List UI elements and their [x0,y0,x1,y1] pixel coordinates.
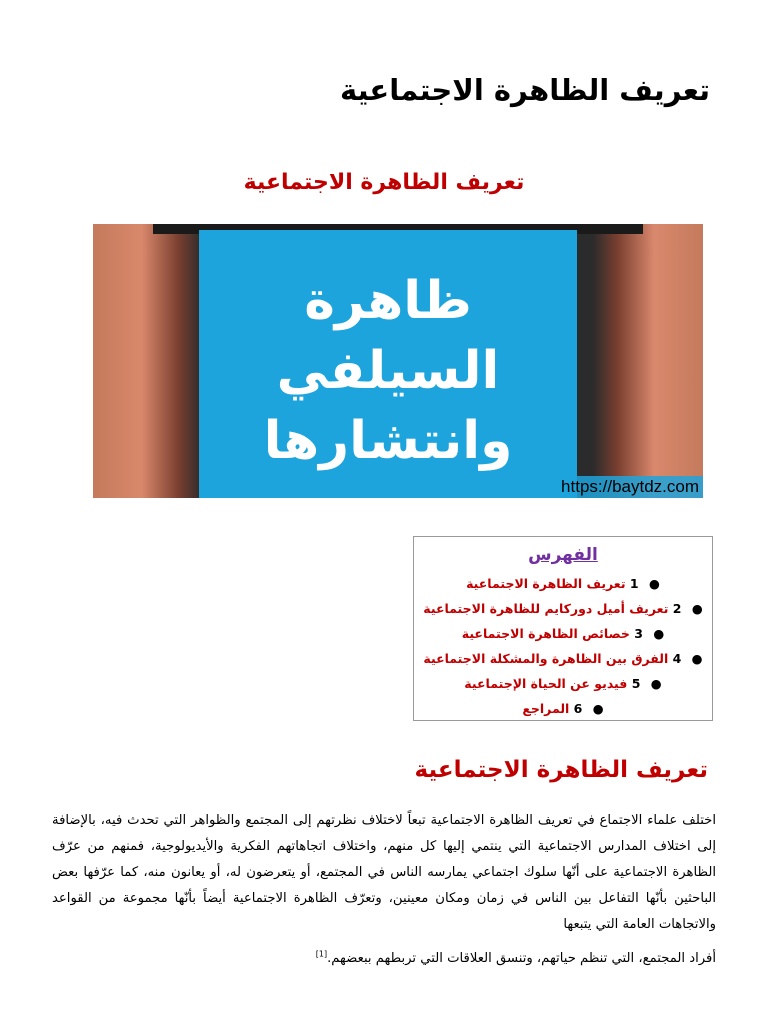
toc-item[interactable] [414,671,712,696]
toc-item-link[interactable]: المراجع [522,701,570,716]
footnote-ref[interactable]: [1] [315,949,328,959]
bullet-icon: ● [650,676,662,691]
toc-item-link[interactable]: الفرق بين الظاهرة والمشكلة الاجتماعية [423,651,669,666]
paragraph-text: اختلف علماء الاجتماع في تعريف الظاهرة الاجتماعية تبعاً لاختلاف نظرتهم إلى المجتمع والظواهر التي تحدث فيه، بالإضافة إلى اختلاف المدارس الاجتماعية التي ينتمي إليها كل منهم، واختلاف اتجاهاتهم الفكرية والأيديولوجية، فمنهم من عرّف الظاهرة الاجتماعية على أنّها سلوك اجتماعي يمارسه الناس في المجتمع، أو يتعرضون له، أو يعانون منه، كما عرّفها بعض الباحثين بأنّها التفاعل بين الناس في زمان ومكان معينين، وتعرّف الظاهرة الاجتماعية أيضاً بأنّها مجموعة من القواعد والاتجاهات العامة التي يتبعها [52,813,716,932]
toc-item-link[interactable]: فيديو عن الحياة الإجتماعية [464,676,628,691]
bullet-icon: ● [691,651,703,666]
toc-item-number: 3 [634,626,643,641]
toc-item-link[interactable]: تعريف أميل دوركايم للظاهرة الاجتماعية [423,601,669,616]
bullet-icon: ● [592,701,604,716]
toc-item[interactable] [414,571,712,596]
toc-item-number: 1 [629,576,639,591]
paragraph-last-text: أفراد المجتمع، التي تنظم حياتهم، وتنسق العلاقات التي تربطهم ببعضهم. [327,951,716,966]
page-subtitle: تعريف الظاهرة الاجتماعية [243,170,525,195]
toc-item-number: 5 [631,676,641,691]
screen-line-3: وانتشارها [263,411,513,471]
hero-image [93,224,703,498]
phone-screen [199,230,577,498]
toc-title: الفهرس [528,545,598,565]
bullet-icon: ● [648,576,660,591]
section-heading: تعريف الظاهرة الاجتماعية [414,757,708,783]
toc-item[interactable] [414,621,712,646]
bullet-icon: ● [691,601,703,616]
toc-item[interactable] [414,646,712,671]
toc-item[interactable] [414,596,712,621]
toc-item-number: 6 [573,701,583,716]
table-of-contents [413,536,713,721]
toc-item-link[interactable]: تعريف الظاهرة الاجتماعية [466,576,626,591]
bullet-icon: ● [653,626,665,641]
paragraph-last-line [52,946,716,972]
toc-item-number: 4 [672,651,682,666]
toc-item-number: 2 [672,601,682,616]
screen-line-2: السيلفي [276,341,500,401]
page-title: تعريف الظاهرة الاجتماعية [340,73,710,107]
toc-item-link[interactable]: خصائص الظاهرة الاجتماعية [461,626,630,641]
toc-item[interactable] [414,696,712,721]
image-watermark: https://baytdz.com [561,477,699,496]
screen-line-1: ظاهرة [304,271,472,331]
body-paragraph [52,808,716,972]
